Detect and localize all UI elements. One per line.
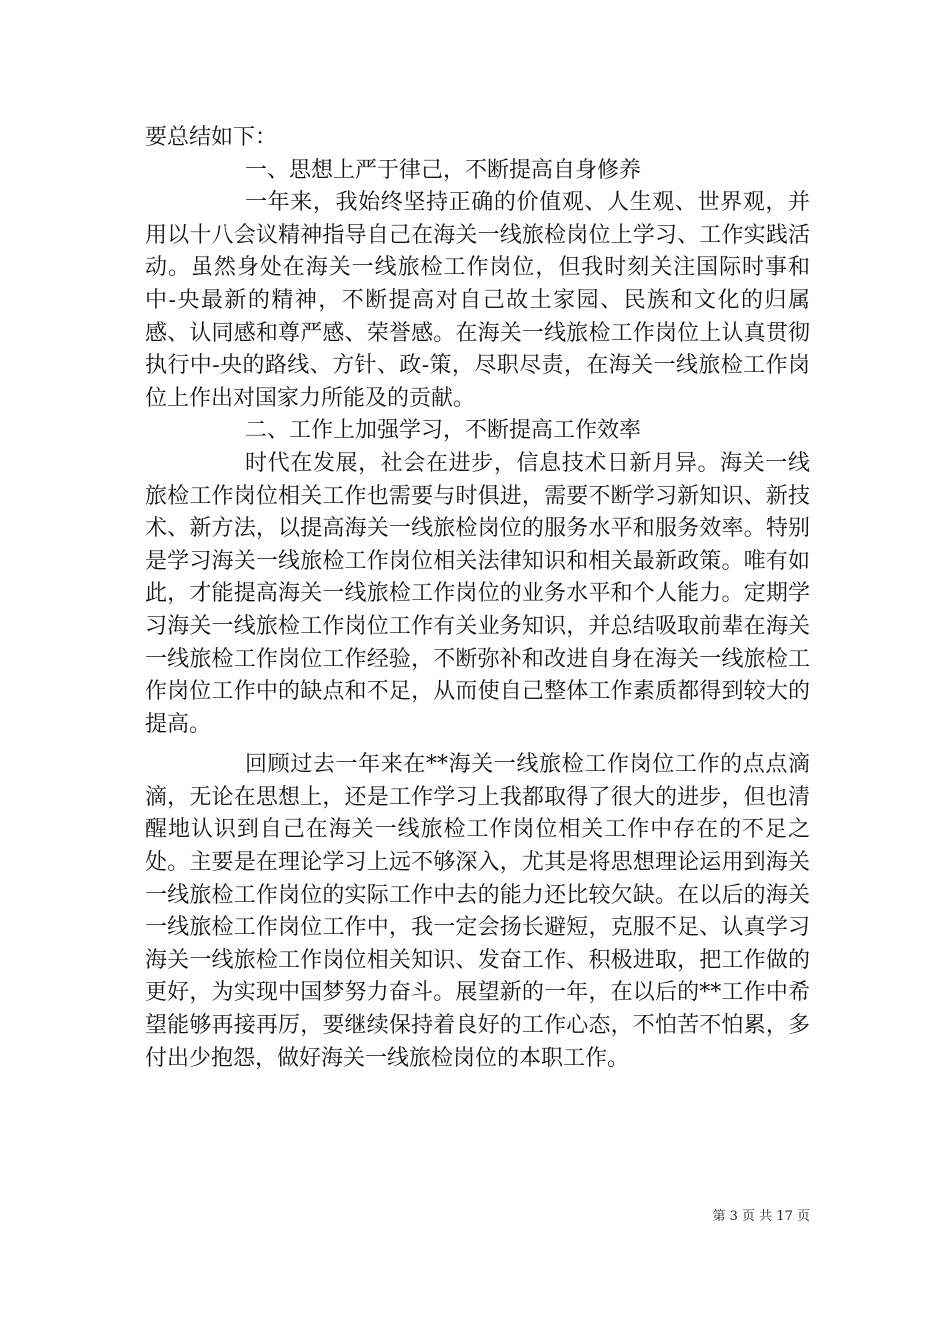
paragraph-2: 时代在发展，社会在进步，信息技术日新月异。海关一线旅检工作岗位相关工作也需要与时俱进，需要不断学习新知识、新技术、新方法，以提高海关一线旅检岗位的服务水平和服务效率。特别是学习海关一线旅检工作岗位相关法律知识和相关最新政策。唯有如此，才能提高海关一线旅检工作岗位的业务水平和个人能力。定期学习海关一线旅检工作岗位工作有关业务知识，并总结吸取前辈在海关一线旅检工作岗位工作经验，不断弥补和改进自身在海关一线旅检工作岗位工作中的缺点和不足，从而使自己整体工作素质都得到较大的提高。 <box>145 450 810 737</box>
document-body <box>145 122 810 1075</box>
section-heading-1: 一、思想上严于律己，不断提高自身修养 <box>245 157 642 183</box>
paragraph-3: 回顾过去一年来在**海关一线旅检工作岗位工作的点点滴滴，无论在思想上，还是工作学习上我都取得了很大的进步，但也清醒地认识到自己在海关一线旅检工作岗位相关工作中存在的不足之处。主要是在理论学习上远不够深入，尤其是将思想理论运用到海关一线旅检工作岗位的实际工作中去的能力还比较欠缺。在以后的海关一线旅检工作岗位工作中，我一定会扬长避短，克服不足、认真学习海关一线旅检工作岗位相关知识、发奋工作、积极进取，把工作做的更好，为实现中国梦努力奋斗。展望新的一年，在以后的**工作中希望能够再接再厉，要继续保持着良好的工作心态，不怕苦不怕累，多付出少抱怨，做好海关一线旅检岗位的本职工作。 <box>145 752 810 1071</box>
lead-line: 要总结如下： <box>145 125 278 150</box>
page-number: 第 3 页 共 17 页 <box>712 1209 810 1224</box>
section-heading-2: 二、工作上加强学习，不断提高工作效率 <box>245 418 642 444</box>
paragraph-1: 一年来，我始终坚持正确的价值观、人生观、世界观，并用以十八会议精神指导自己在海关一线旅检岗位上学习、工作实践活动。虽然身处在海关一线旅检工作岗位，但我时刻关注国际时事和中-央最新的精神，不断提高对自己故土家园、民族和文化的归属感、认同感和尊严感、荣誉感。在海关一线旅检工作岗位上认真贯彻执行中-央的路线、方针、政-策，尽职尽责，在海关一线旅检工作岗位上作出对国家力所能及的贡献。 <box>145 190 810 411</box>
